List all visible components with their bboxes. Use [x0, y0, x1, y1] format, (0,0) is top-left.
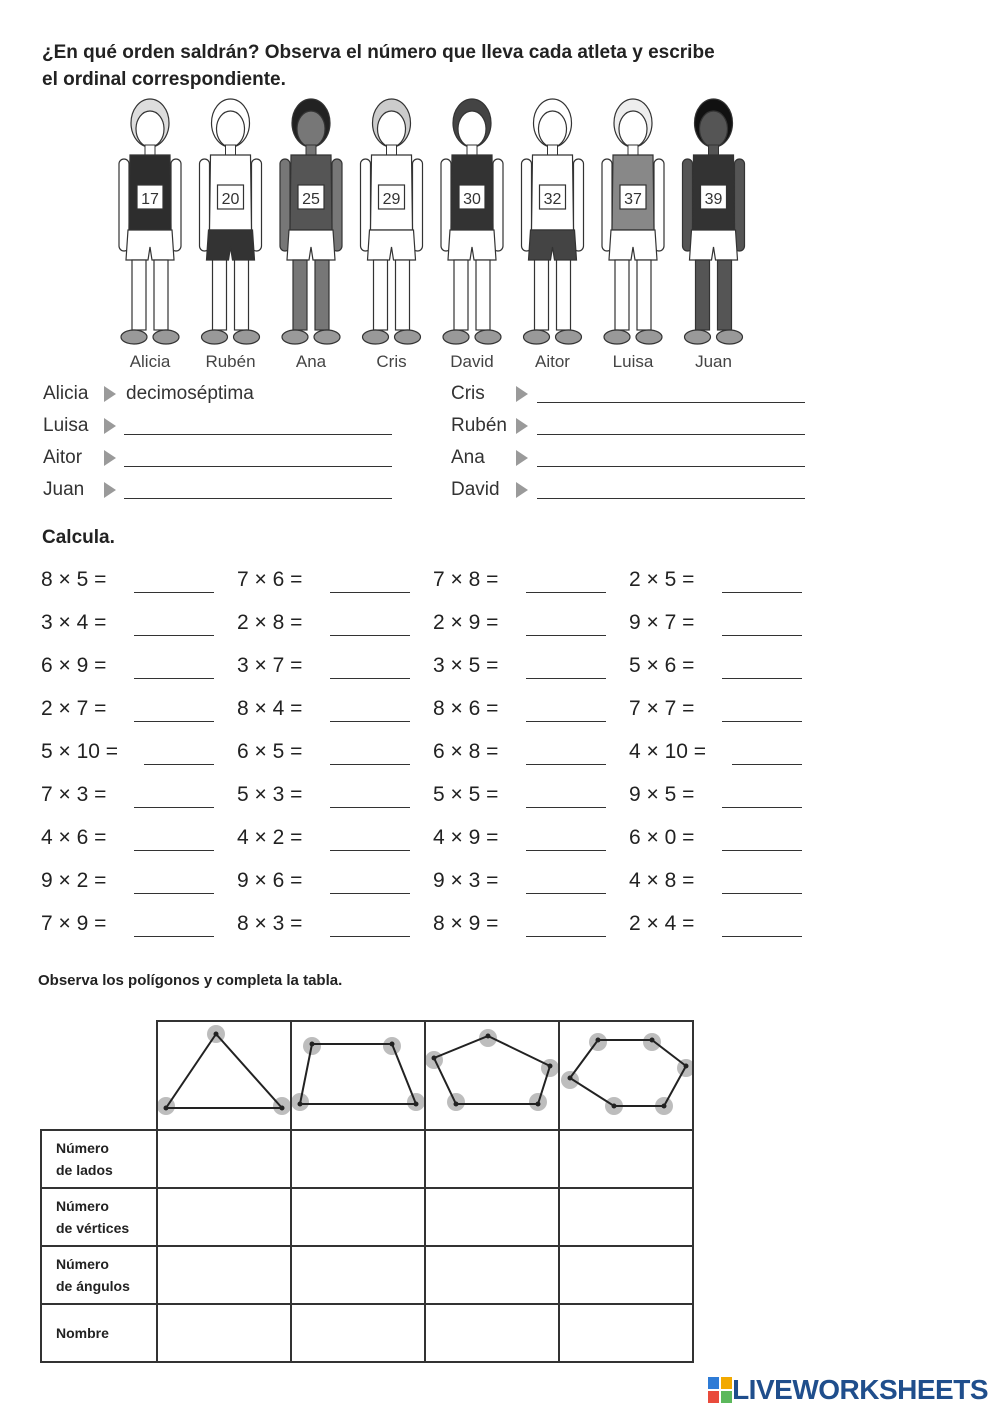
- logo-icon: [708, 1377, 732, 1403]
- athlete-figure: [119, 99, 181, 371]
- multiplication-expression: 4 × 9 =: [433, 826, 499, 849]
- ordinal-answer-field[interactable]: [124, 466, 392, 467]
- athlete-name: Ana: [295, 352, 327, 371]
- answer-blank[interactable]: [722, 592, 802, 593]
- ordinal-answer-field[interactable]: [124, 498, 392, 499]
- row-label-name: Nombre: [41, 1304, 157, 1362]
- multiplication-expression: 3 × 7 =: [237, 654, 303, 677]
- multiplication-expression: 8 × 4 =: [237, 697, 303, 720]
- athlete-figure: [522, 99, 584, 371]
- multiplication-expression: 4 × 10 =: [629, 740, 707, 763]
- arrow-right-icon: [516, 450, 528, 466]
- answer-cell[interactable]: [425, 1130, 559, 1188]
- multiplication-expression: 8 × 9 =: [433, 912, 499, 935]
- polygon-cell-hexagon: [559, 1021, 693, 1130]
- table-row: [41, 1246, 693, 1304]
- multiplication-expression: 9 × 5 =: [629, 783, 695, 806]
- answer-cell[interactable]: [425, 1188, 559, 1246]
- exercise-2-title: Calcula.: [42, 527, 115, 548]
- answer-blank[interactable]: [526, 678, 606, 679]
- ordinal-answer-value: decimoséptima: [126, 383, 254, 404]
- ordinal-name-label: Ana: [451, 447, 485, 468]
- answer-blank[interactable]: [330, 764, 410, 765]
- multiplication-expression: 2 × 9 =: [433, 611, 499, 634]
- table-row: [41, 1130, 693, 1188]
- athletes-illustration: [115, 95, 760, 375]
- ordinal-name-label: David: [451, 479, 500, 500]
- exercise-1-title-line1: ¿En qué orden saldrán? Observa el número que lleva cada atleta y escribe: [42, 42, 715, 63]
- multiplication-expression: 5 × 10 =: [41, 740, 119, 763]
- triangle-icon: [158, 1022, 290, 1124]
- answer-blank[interactable]: [330, 678, 410, 679]
- ordinal-name-label: Juan: [43, 479, 85, 500]
- answer-blank[interactable]: [722, 807, 802, 808]
- athlete-name: David: [450, 352, 494, 371]
- multiplication-expression: 5 × 3 =: [237, 783, 303, 806]
- multiplication-expression: 9 × 2 =: [41, 869, 107, 892]
- answer-blank[interactable]: [330, 807, 410, 808]
- answer-blank[interactable]: [526, 721, 606, 722]
- answer-blank[interactable]: [134, 592, 214, 593]
- multiplication-expression: 6 × 5 =: [237, 740, 303, 763]
- athlete-name: Juan: [695, 352, 732, 371]
- multiplication-expression: 4 × 2 =: [237, 826, 303, 849]
- ordinal-answer-field[interactable]: [537, 498, 805, 499]
- athlete-figure: [683, 99, 745, 371]
- athlete-number: 20: [221, 191, 240, 208]
- athlete-figure: [361, 99, 423, 371]
- answer-cell[interactable]: [157, 1246, 291, 1304]
- athlete-figure: [200, 99, 262, 371]
- answer-blank[interactable]: [722, 721, 802, 722]
- answer-blank[interactable]: [722, 678, 802, 679]
- answer-blank[interactable]: [330, 635, 410, 636]
- answer-blank[interactable]: [722, 893, 802, 894]
- athlete-number: 32: [543, 191, 562, 208]
- pentagon-icon: [426, 1022, 558, 1124]
- answer-cell[interactable]: [559, 1130, 693, 1188]
- athlete-number: 25: [302, 191, 320, 208]
- answer-blank[interactable]: [144, 764, 214, 765]
- multiplication-expression: 6 × 9 =: [41, 654, 107, 677]
- multiplication-expression: 8 × 6 =: [433, 697, 499, 720]
- athlete-name: Alicia: [129, 352, 171, 371]
- ordinal-name-label: Alicia: [43, 383, 89, 404]
- athlete-number: 17: [141, 191, 159, 208]
- answer-cell[interactable]: [157, 1188, 291, 1246]
- multiplication-expression: 2 × 5 =: [629, 568, 695, 591]
- multiplication-expression: 5 × 5 =: [433, 783, 499, 806]
- multiplication-expression: 3 × 4 =: [41, 611, 107, 634]
- answer-blank[interactable]: [526, 850, 606, 851]
- answer-blank[interactable]: [134, 807, 214, 808]
- arrow-right-icon: [516, 418, 528, 434]
- ordinal-name-label: Rubén: [451, 415, 507, 436]
- multiplication-expression: 7 × 3 =: [41, 783, 107, 806]
- ordinal-answer-field[interactable]: [124, 434, 392, 435]
- answer-blank[interactable]: [722, 850, 802, 851]
- answer-cell[interactable]: [559, 1246, 693, 1304]
- row-label-sides: Número de lados: [41, 1130, 157, 1188]
- answer-blank[interactable]: [330, 721, 410, 722]
- answer-blank[interactable]: [526, 807, 606, 808]
- athlete-number: 39: [704, 191, 723, 208]
- polygon-cell-trapezoid: [291, 1021, 425, 1130]
- answer-cell[interactable]: [291, 1246, 425, 1304]
- athlete-figure: [602, 99, 664, 371]
- answer-blank[interactable]: [330, 936, 410, 937]
- answer-blank[interactable]: [526, 936, 606, 937]
- answer-blank[interactable]: [134, 893, 214, 894]
- trapezoid-icon: [292, 1022, 424, 1124]
- ordinal-answer-field[interactable]: [537, 466, 805, 467]
- answer-cell[interactable]: [291, 1188, 425, 1246]
- answer-blank[interactable]: [134, 936, 214, 937]
- answer-blank[interactable]: [526, 764, 606, 765]
- answer-blank[interactable]: [330, 850, 410, 851]
- ordinal-answer-field[interactable]: [537, 434, 805, 435]
- liveworksheets-logo: [708, 1374, 988, 1406]
- arrow-right-icon: [516, 482, 528, 498]
- athlete-name: Aitor: [535, 352, 570, 371]
- multiplication-expression: 8 × 3 =: [237, 912, 303, 935]
- exercise-1-title-line2: el ordinal correspondiente.: [42, 69, 286, 90]
- answer-blank[interactable]: [526, 592, 606, 593]
- arrow-right-icon: [104, 418, 116, 434]
- answer-blank[interactable]: [526, 635, 606, 636]
- athlete-name: Cris: [376, 352, 407, 371]
- multiplication-expression: 5 × 6 =: [629, 654, 695, 677]
- athlete-name: Luisa: [612, 352, 654, 371]
- answer-cell[interactable]: [425, 1304, 559, 1362]
- ordinal-answer-field[interactable]: [537, 402, 805, 403]
- ordinal-name-label: Aitor: [43, 447, 83, 468]
- multiplication-expression: 4 × 8 =: [629, 869, 695, 892]
- athlete-number: 30: [463, 191, 481, 208]
- multiplication-expression: 2 × 8 =: [237, 611, 303, 634]
- answer-blank[interactable]: [330, 592, 410, 593]
- answer-cell[interactable]: [425, 1246, 559, 1304]
- answer-blank[interactable]: [134, 850, 214, 851]
- table-corner: [41, 1021, 157, 1130]
- athlete-number: 29: [382, 191, 401, 208]
- multiplication-expression: 9 × 6 =: [237, 869, 303, 892]
- answer-blank[interactable]: [722, 936, 802, 937]
- athlete-figure: [441, 99, 503, 371]
- polygon-table: [40, 1020, 694, 1363]
- multiplication-expression: 9 × 7 =: [629, 611, 695, 634]
- exercise-3-title: Observa los polígonos y completa la tabla.: [38, 972, 343, 989]
- multiplication-expression: 3 × 5 =: [433, 654, 499, 677]
- answer-blank[interactable]: [134, 678, 214, 679]
- answer-cell[interactable]: [291, 1130, 425, 1188]
- multiplication-expression: 7 × 9 =: [41, 912, 107, 935]
- multiplication-expression: 7 × 7 =: [629, 697, 695, 720]
- arrow-right-icon: [516, 386, 528, 402]
- row-label-angles: Número de ángulos: [41, 1246, 157, 1304]
- table-row: [41, 1188, 693, 1246]
- answer-cell[interactable]: [157, 1304, 291, 1362]
- arrow-right-icon: [104, 482, 116, 498]
- multiplication-expression: 4 × 6 =: [41, 826, 107, 849]
- answer-blank[interactable]: [526, 893, 606, 894]
- answer-blank[interactable]: [134, 721, 214, 722]
- answer-blank[interactable]: [732, 764, 802, 765]
- answer-cell[interactable]: [559, 1188, 693, 1246]
- ordinal-name-label: Cris: [451, 383, 485, 404]
- answer-cell[interactable]: [157, 1130, 291, 1188]
- arrow-right-icon: [104, 386, 116, 402]
- answer-cell[interactable]: [291, 1304, 425, 1362]
- answer-blank[interactable]: [134, 635, 214, 636]
- hexagon-icon: [560, 1022, 692, 1124]
- arrow-right-icon: [104, 450, 116, 466]
- table-row: [41, 1304, 693, 1362]
- polygon-header-row: [41, 1021, 693, 1130]
- polygon-cell-triangle: [157, 1021, 291, 1130]
- multiplication-expression: 7 × 6 =: [237, 568, 303, 591]
- multiplication-expression: 2 × 7 =: [41, 697, 107, 720]
- answer-blank[interactable]: [722, 635, 802, 636]
- multiplication-expression: 9 × 3 =: [433, 869, 499, 892]
- multiplication-expression: 7 × 8 =: [433, 568, 499, 591]
- polygon-cell-pentagon: [425, 1021, 559, 1130]
- athlete-number: 37: [624, 191, 642, 208]
- ordinal-name-label: Luisa: [43, 415, 89, 436]
- answer-blank[interactable]: [330, 893, 410, 894]
- multiplication-expression: 2 × 4 =: [629, 912, 695, 935]
- athlete-name: Rubén: [205, 352, 256, 371]
- athlete-figure: [280, 99, 342, 371]
- multiplication-expression: 6 × 0 =: [629, 826, 695, 849]
- logo-text: LIVEWORKSHEETS: [732, 1374, 988, 1405]
- multiplication-expression: 8 × 5 =: [41, 568, 107, 591]
- answer-cell[interactable]: [559, 1304, 693, 1362]
- row-label-vertices: Número de vértices: [41, 1188, 157, 1246]
- multiplication-expression: 6 × 8 =: [433, 740, 499, 763]
